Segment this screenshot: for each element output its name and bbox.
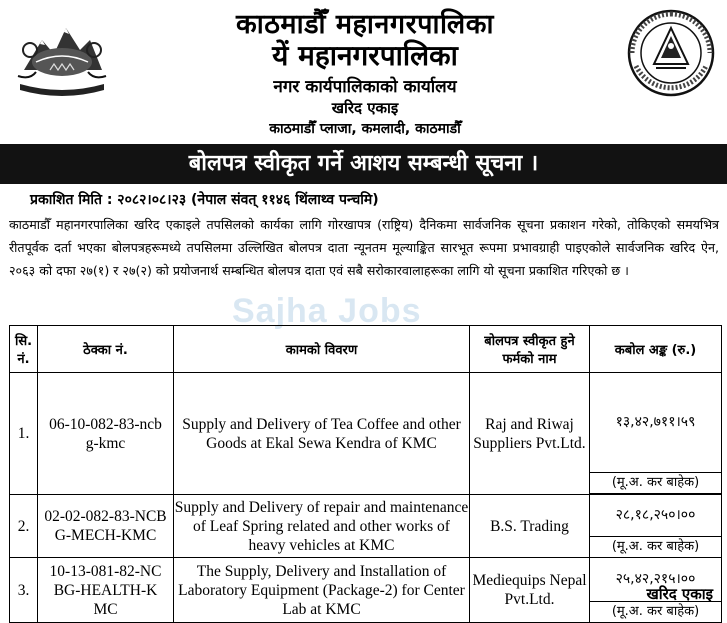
row-amount: २८,१८,२५०।०० (615, 507, 696, 523)
footer-signature: खरिद एकाइ (646, 585, 713, 603)
municipality-subtitle: यें महानगरपालिका (272, 39, 458, 72)
row-description: Supply and Delivery of repair and maintenance of Leaf Spring related and other works of heavy vehicles at KMC (174, 495, 470, 558)
office-name: नगर कार्यपालिकाको कार्यालय (273, 77, 457, 97)
municipality-title: काठमाडौँ महानगरपालिका (236, 9, 494, 40)
row-contract-no: 06-10-082-83-ncbg-kmc (38, 373, 174, 495)
row-sn: 2. (10, 495, 38, 558)
row-bidder: Mediequips Nepal Pvt.Ltd. (470, 558, 590, 623)
row-bidder: Raj and Riwaj Suppliers Pvt.Ltd. (470, 373, 590, 495)
office-address: काठमाडौँ प्लाजा, कमलादी, काठमाडौँ (269, 121, 461, 137)
table-row (10, 495, 722, 558)
watermark-text: Sajha Jobs (232, 292, 422, 330)
header-bidder: बोलपत्र स्वीकृत हुने फर्मको नाम (470, 326, 590, 373)
row-contract-no: 02-02-082-83-NCBG-MECH-KMC (38, 495, 174, 558)
row-contract-no: 10-13-081-82-NCBG-HEALTH-KMC (38, 558, 174, 623)
row-amount-note: (मू.अ. कर बाहेक) (590, 601, 721, 622)
table-row (10, 373, 722, 495)
table-header-row (10, 326, 722, 373)
notice-body: काठमाडौँ महानगरपालिका खरिद एकाइले तपसिलको कार्यका लागि गोरखापत्र (राष्ट्रिय) दैनिकमा सार्वजनिक सूचना प्रकाशन गरेको, तोकिएको समयभित्र रीतपूर्वक दर्ता भएका बोलपत्रहरूमध्ये तपसिलमा उल्लिखित बोलपत्र दाता न्यूनतम मूल्याङ्कित सारभूत रूपमा प्रभावग्राही पाइएकोले सार्वजनिक खरिद ऐन, २०६३ को दफा २७(१) र २७(२) को प्रयोजनार्थ सम्बन्धित बोलपत्र दाता एवं सबै सरोकारवालाहरूका लागि यो सूचना प्रकाशित गरिएको छ । (9, 217, 719, 278)
header-amount: कबोल अङ्क (रु.) (590, 326, 722, 373)
nepal-emblem-logo (14, 10, 110, 96)
unit-name: खरिद एकाइ (331, 99, 399, 117)
row-bidder: B.S. Trading (470, 495, 590, 558)
header-sn: सि. नं. (10, 326, 38, 373)
row-description: The Supply, Delivery and Installation of Laboratory Equipment (Package-2) for Center Lab at KMC (174, 558, 470, 623)
header-contract-no: ठेक्का नं. (38, 326, 174, 373)
row-amount-cell (590, 495, 722, 558)
notice-banner: बोलपत्र स्वीकृत गर्ने आशय सम्बन्धी सूचना । (0, 144, 727, 184)
row-description: Supply and Delivery of Tea Coffee and other Goods at Ekal Sewa Kendra of KMC (174, 373, 470, 495)
publish-date: प्रकाशित मिति : २०८२।०८।२३ (नेपाल संवत् ११४६ थिंलाथ्व पन्चमि) (30, 192, 379, 208)
kmc-seal-logo (626, 8, 716, 98)
table-row (10, 558, 722, 623)
award-table (9, 325, 722, 623)
header-description: कामको विवरण (174, 326, 470, 373)
row-sn: 3. (10, 558, 38, 623)
row-amount: २५,४२,२१५।०० (615, 571, 696, 587)
row-amount-note: (मू.अ. कर बाहेक) (590, 472, 721, 494)
row-amount-cell (590, 373, 722, 495)
row-amount-note: (मू.अ. कर बाहेक) (590, 536, 721, 557)
row-sn: 1. (10, 373, 38, 495)
row-amount: १३,४२,७११।५९ (615, 414, 696, 430)
